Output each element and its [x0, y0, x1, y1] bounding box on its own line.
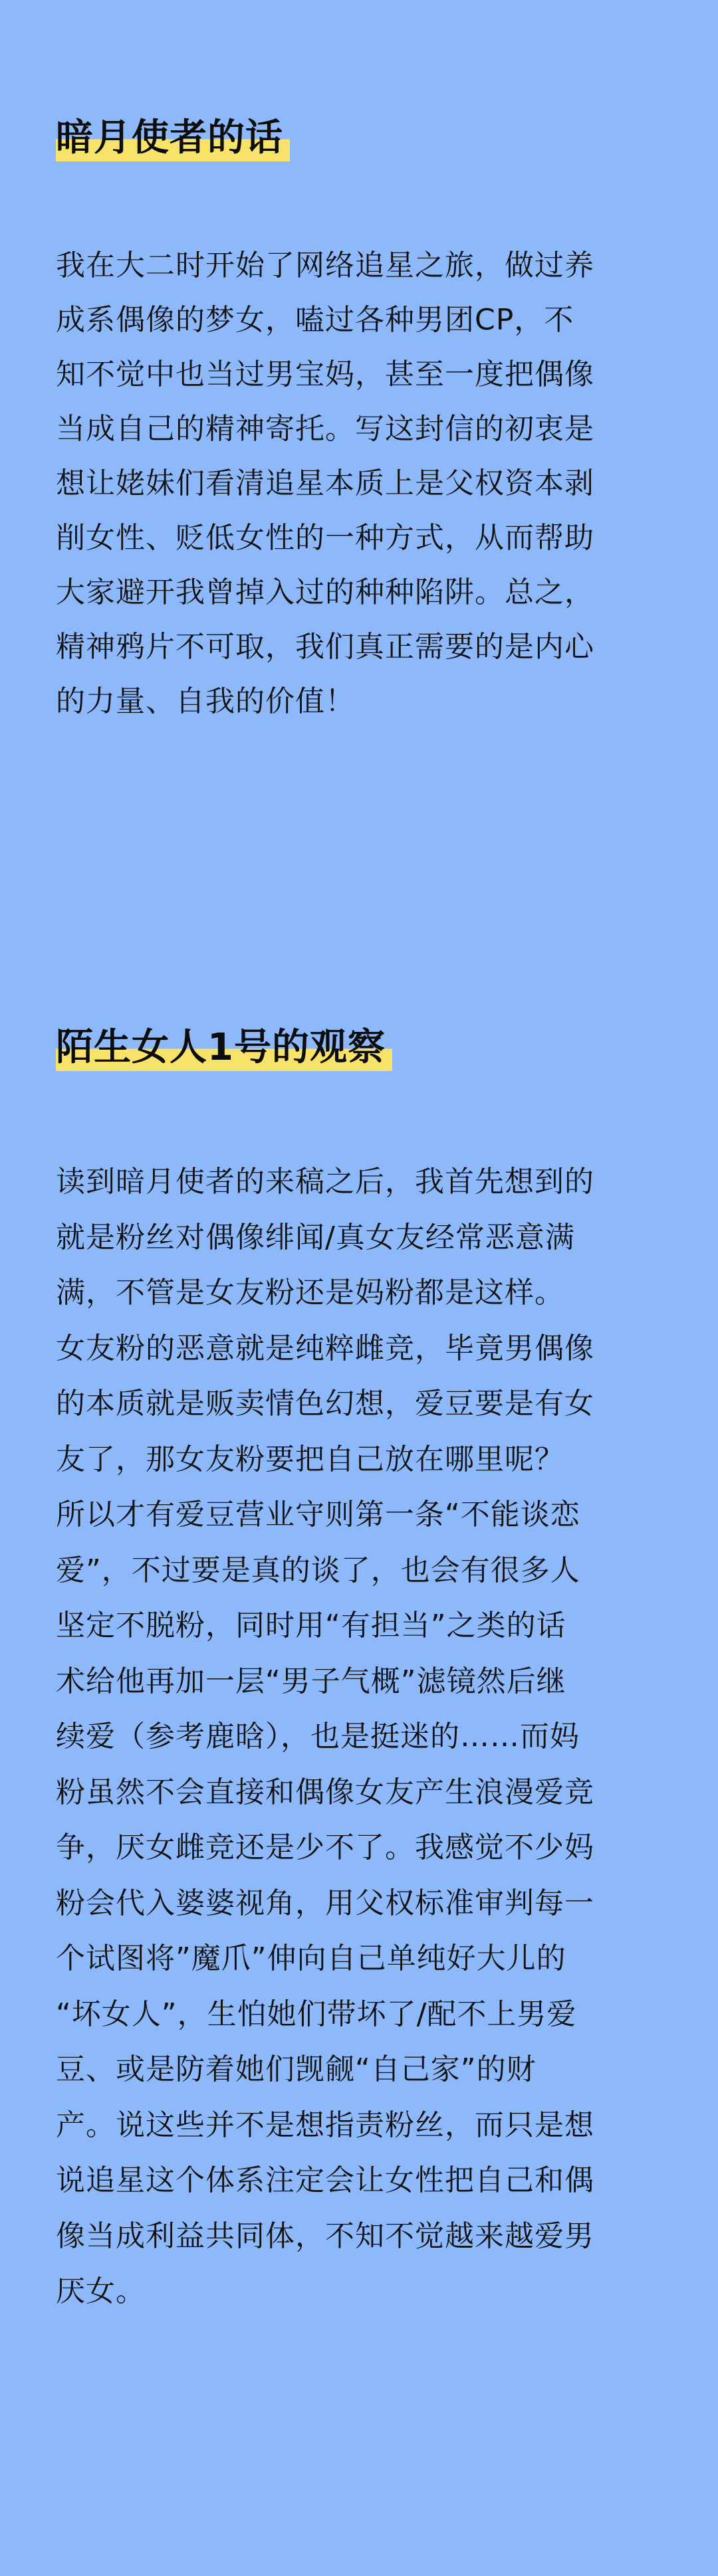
text-line: 粉会代入婆婆视角，用父权标准审判每一	[56, 1886, 594, 1920]
text-line: 的本质就是贩卖情色幻想，爱豆要是有女	[56, 1387, 594, 1421]
text-line: 的力量、自我的价值！	[56, 684, 355, 718]
text-line: 坚定不脱粉，同时用“有担当”之类的话	[56, 1609, 566, 1642]
text-line: 厌女。	[56, 2274, 146, 2308]
text-line: 豆、或是防着她们觊觎“自己家”的财	[56, 2052, 537, 2086]
text-line: “坏女人”，生怕她们带坏了/配不上男爱	[56, 1997, 577, 2031]
text-line: 术给他再加一层“男子气概”滤镜然后继	[56, 1664, 566, 1698]
text-line: 女友粉的恶意就是纯粹雌竞，毕竟男偶像	[56, 1331, 594, 1365]
text-line: 产。说这些并不是想指责粉丝，而只是想	[56, 2108, 594, 2142]
text-line: 当成自己的精神寄托。写这封信的初衷是	[56, 412, 594, 446]
section-title-highlight: 暗月使者的话	[56, 112, 290, 165]
text-line: 就是粉丝对偶像绯闻/真女友经常恶意满	[56, 1220, 575, 1254]
text-line: 想让姥妹们看清追星本质上是父权资本剥	[56, 466, 594, 500]
section-paragraph	[56, 1154, 667, 2320]
text-line: 知不觉中也当过男宝妈，甚至一度把偶像	[56, 357, 594, 391]
section-title-highlight: 陌生女人1号的观察	[56, 1021, 392, 1074]
text-line: 精神鸦片不可取，我们真正需要的是内心	[56, 630, 594, 664]
text-line: 续爱（参考鹿晗），也是挺迷的……而妈	[56, 1720, 580, 1753]
text-line: 争，厌女雌竞还是少不了。我感觉不少妈	[56, 1831, 594, 1864]
text-line: 读到暗月使者的来稿之后，我首先想到的	[56, 1165, 594, 1199]
text-line: 成系偶像的梦女，嗑过各种男团CP，不	[56, 303, 574, 337]
text-line: 像当成利益共同体，不知不觉越来越爱男	[56, 2219, 594, 2253]
text-line: 友了，那女友粉要把自己放在哪里呢？	[56, 1442, 564, 1476]
section-title	[56, 112, 290, 165]
text-line: 削女性、贬低女性的一种方式，从而帮助	[56, 521, 594, 555]
text-line: 大家避开我曾掉入过的种种陷阱。总之，	[56, 575, 594, 609]
text-line: 我在大二时开始了网络追星之旅，做过养	[56, 248, 594, 282]
text-line: 爱”，不过要是真的谈了，也会有很多人	[56, 1553, 580, 1587]
section-title	[56, 1021, 392, 1074]
text-line: 粉虽然不会直接和偶像女友产生浪漫爱竞	[56, 1775, 594, 1809]
text-line: 所以才有爱豆营业守则第一条“不能谈恋	[56, 1498, 580, 1532]
text-line: 说追星这个体系注定会让女性把自己和偶	[56, 2163, 594, 2197]
section-paragraph	[56, 239, 667, 729]
text-line: 满，不管是女友粉还是妈粉都是这样。	[56, 1276, 564, 1310]
text-line: 个试图将”魔爪”伸向自己单纯好大儿的	[56, 1941, 566, 1975]
